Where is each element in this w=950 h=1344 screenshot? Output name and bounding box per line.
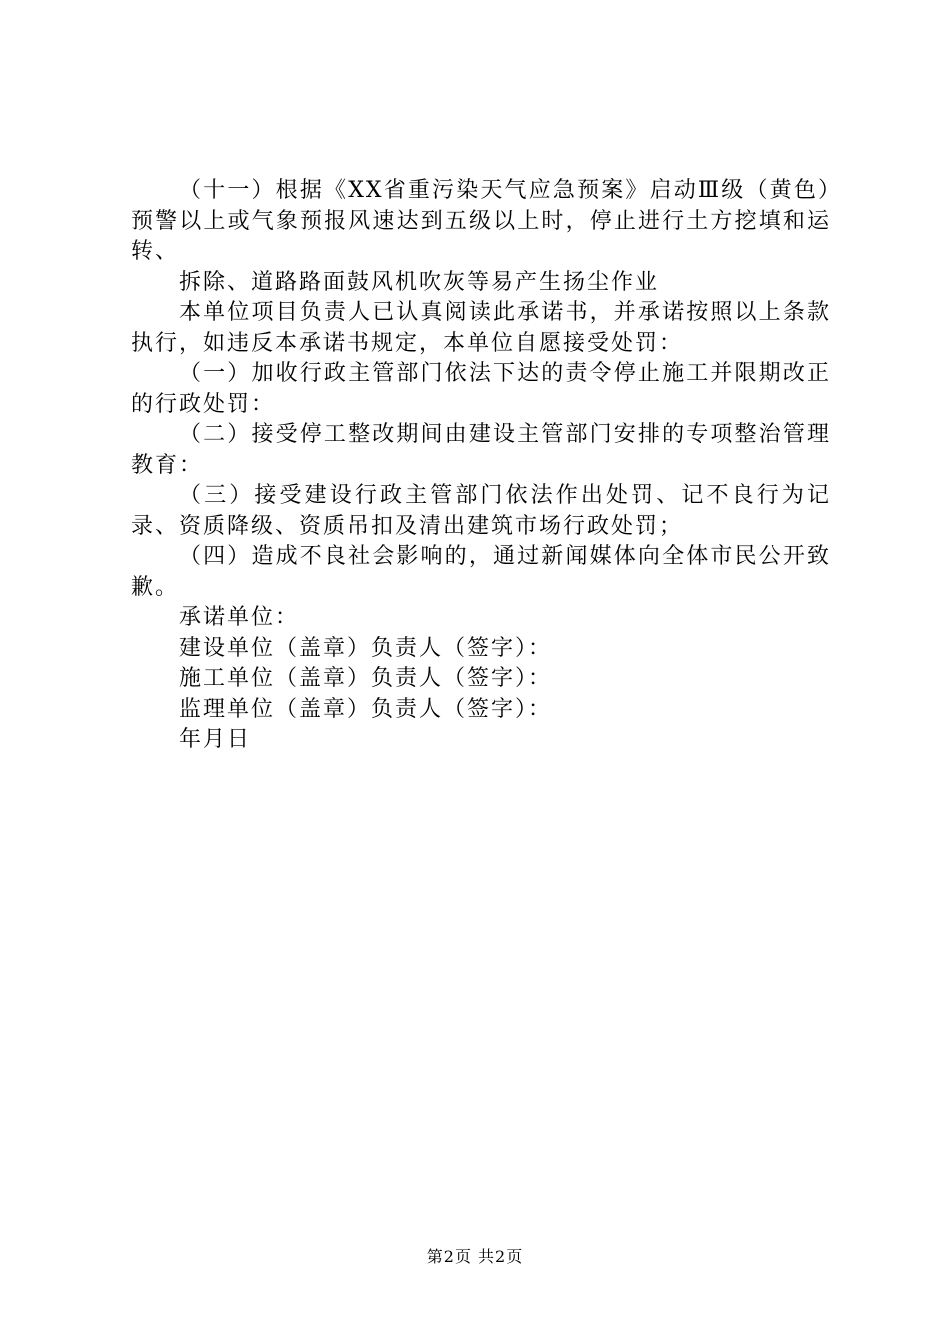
signature-block [131, 603, 831, 756]
paragraph-penalty-2: （二）接受停工整改期间由建设主管部门安排的专项整治管理教育： [131, 422, 831, 478]
supervision-unit-signature-line: 监理单位（盖章）负责人（签字）： [179, 696, 553, 722]
paragraph-item-11-continued: 拆除、道路路面鼓风机吹灰等易产生扬尘作业 [179, 269, 660, 295]
paragraph-penalty-3: （三）接受建设行政主管部门依法作出处罚、记不良行为记录、资质降级、资质吊扣及清出建筑市场行政处罚； [131, 483, 831, 539]
paragraph-item-11: （十一）根据《XX省重污染天气应急预案》启动Ⅲ级（黄色）预警以上或气象预报风速达到五级以上时，停止进行土方挖填和运转、 [131, 178, 831, 264]
document-body [131, 176, 831, 756]
construction-unit-signature-line: 建设单位（盖章）负责人（签字）： [179, 635, 553, 661]
page-number: 第2页 共2页 [426, 1247, 524, 1266]
paragraph-penalty-4: （四）造成不良社会影响的，通过新闻媒体向全体市民公开致歉。 [131, 544, 831, 600]
date-line: 年月日 [179, 727, 252, 752]
paragraph-penalty-1: （一）加收行政主管部门依法下达的责令停止施工并限期改正的行政处罚： [131, 361, 831, 417]
paragraph-commitment: 本单位项目负责人已认真阅读此承诺书，并承诺按照以上条款执行，如违反本承诺书规定，本单位自愿接受处罚： [131, 300, 831, 356]
promisor-label: 承诺单位： [179, 605, 300, 630]
page-footer [0, 1244, 950, 1267]
builder-unit-signature-line: 施工单位（盖章）负责人（签字）： [179, 666, 553, 691]
